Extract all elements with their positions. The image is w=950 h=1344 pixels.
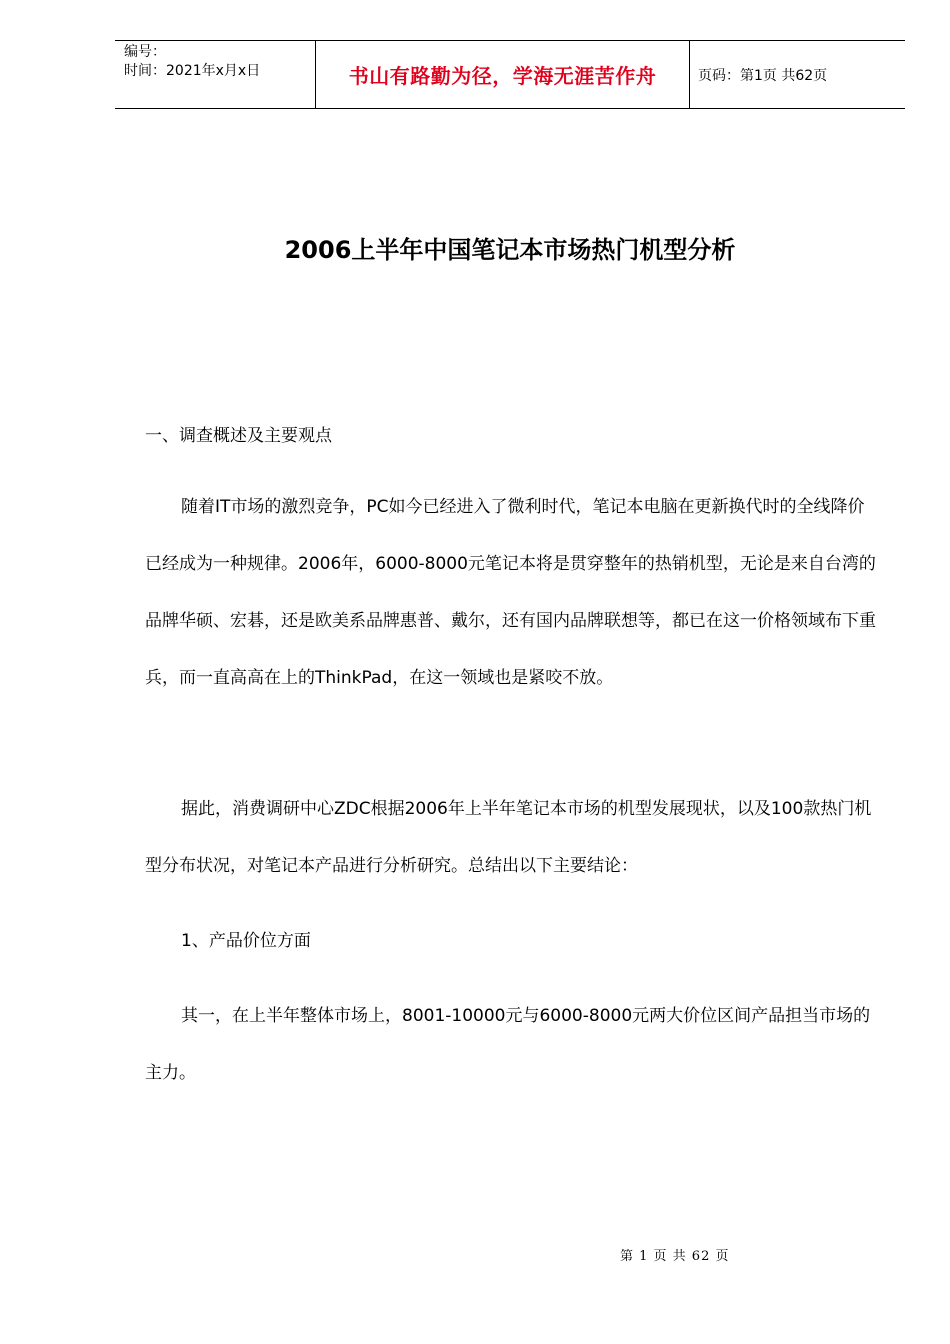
header-meta-cell [115, 41, 316, 108]
section-heading: 一、调查概述及主要观点 [145, 426, 332, 446]
subheading-block [145, 913, 880, 970]
header-page-cell [690, 41, 905, 108]
paragraph-2-block [145, 781, 880, 895]
time-label: 时间：2021年x月x日 [124, 63, 261, 79]
header-motto-cell [316, 41, 690, 108]
header-page-info: 页码：第1页 共62页 [698, 67, 828, 84]
section-heading-block [145, 408, 880, 465]
number-label: 编号： [124, 44, 166, 60]
paragraph: 其一，在上半年整体市场上，8001-10000元与6000-8000元两大价位区间产品担当市场的主力。 [145, 1006, 871, 1083]
page-header [115, 40, 905, 109]
paragraph: 随着IT市场的激烈竞争，PC如今已经进入了微利时代，笔记本电脑在更新换代时的全线降价已经成为一种规律。2006年，6000-8000元笔记本将是贯穿整年的热销机型，无论是来自台湾的品牌华硕、宏碁，还是欧美系品牌惠普、戴尔，还有国内品牌联想等，都已在这一价格领域布下重兵，而一直高高在上的ThinkPad，在这一领域也是紧咬不放。 [145, 497, 876, 688]
paragraph-1-block [145, 479, 880, 707]
page-footer: 第 1 页 共 62 页 [620, 1249, 730, 1264]
paragraph: 据此，消费调研中心ZDC根据2006年上半年笔记本市场的机型发展现状，以及100款热门机型分布状况，对笔记本产品进行分析研究。总结出以下主要结论： [145, 799, 872, 876]
header-motto: 书山有路勤为径，学海无涯苦作舟 [348, 64, 657, 88]
document-title: 2006上半年中国笔记本市场热门机型分析 [284, 236, 736, 264]
paragraph-3-block [145, 988, 880, 1102]
subsection-heading: 1、产品价位方面 [181, 931, 311, 951]
